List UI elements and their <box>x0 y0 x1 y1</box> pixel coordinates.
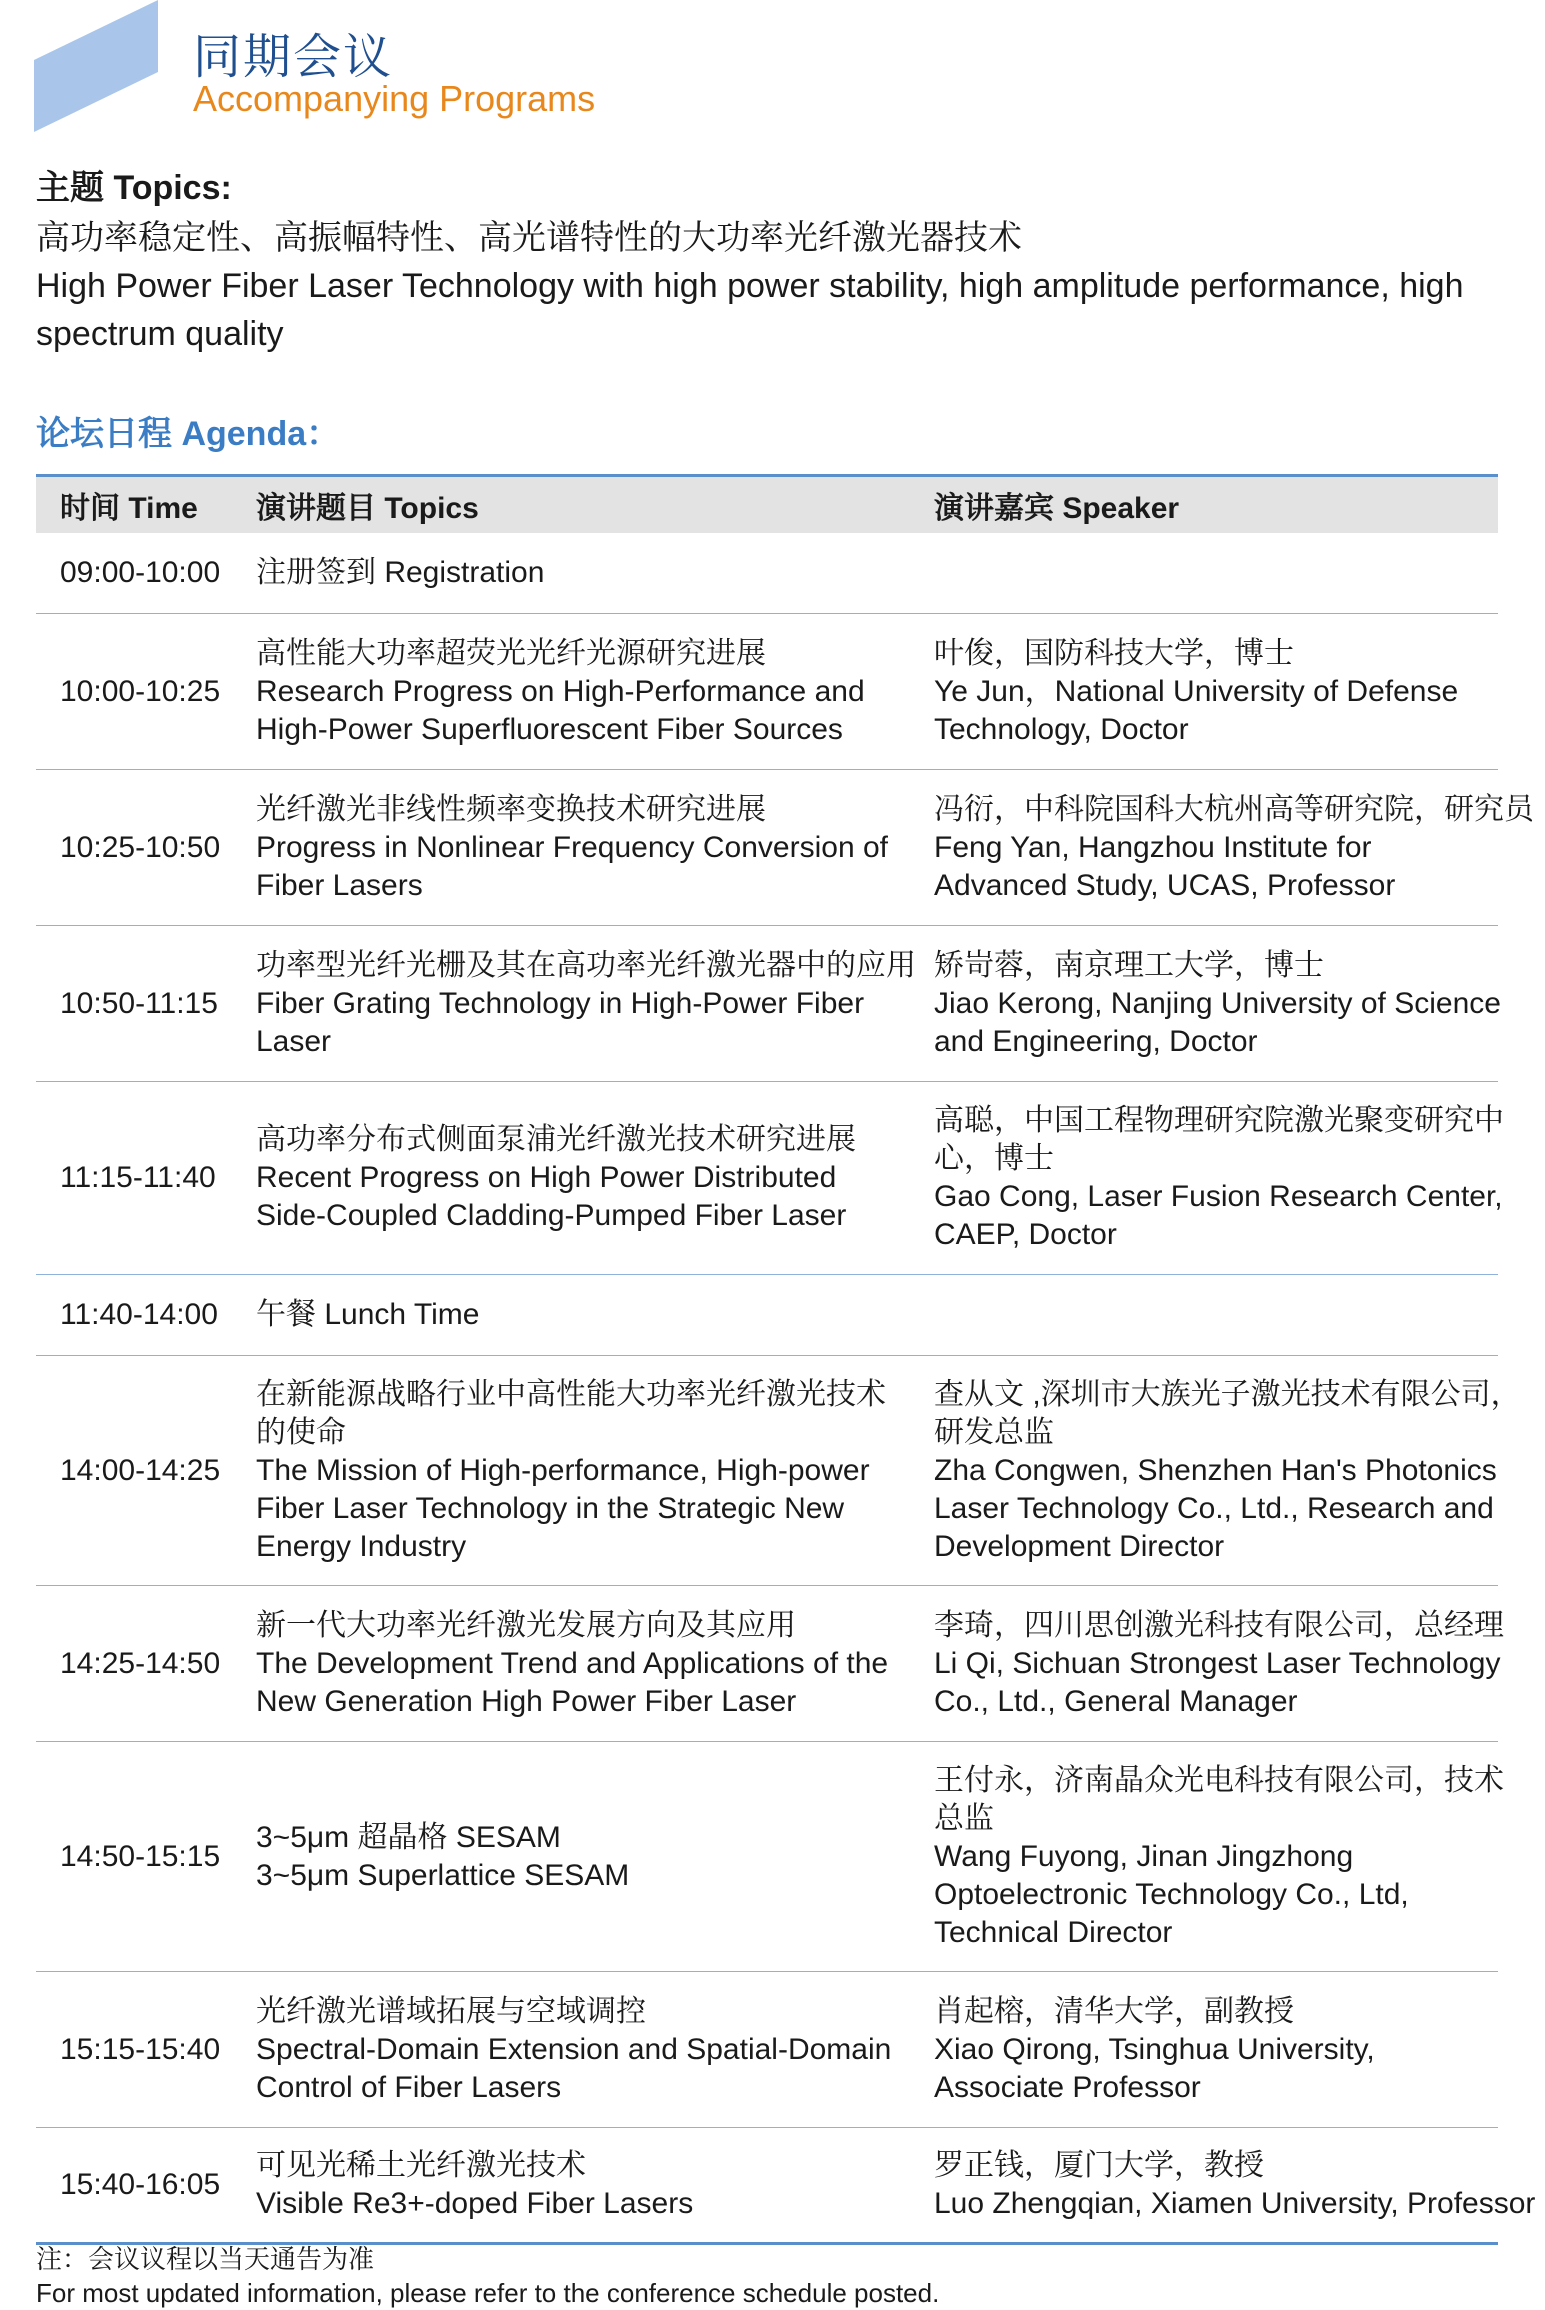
speaker-line: 王付永，济南晶众光电科技有限公司，技术 <box>934 1763 1504 1797</box>
speaker-line: Wang Fuyong, Jinan Jingzhong <box>934 1839 1354 1873</box>
column-header-speaker: 演讲嘉宾 Speaker <box>934 492 1180 525</box>
topics-section <box>36 164 1516 358</box>
table-row <box>36 769 1534 925</box>
table-row <box>36 533 1498 613</box>
speaker-line: and Engineering, Doctor <box>934 1024 1258 1058</box>
column-header-time: 时间 Time <box>60 492 198 525</box>
cell-time: 11:15-11:40 <box>60 1161 216 1194</box>
cell-speaker <box>934 2147 1537 2223</box>
speaker-line: Jiao Kerong, Nanjing University of Science <box>934 986 1501 1020</box>
table-row <box>36 925 1501 1081</box>
cell-time: 10:50-11:15 <box>60 986 218 1020</box>
topic-line: 光纤激光非线性频率变换技术研究进展 <box>256 792 766 826</box>
speaker-line: Co., Ltd., General Manager <box>934 1684 1298 1718</box>
speaker-line: Gao Cong, Laser Fusion Research Center, <box>934 1180 1503 1213</box>
topic-line: Fiber Lasers <box>256 868 423 902</box>
table-row <box>36 1355 1521 1585</box>
cell-time: 09:00-10:00 <box>60 556 221 589</box>
table-row <box>36 1081 1504 1274</box>
speaker-line: 冯衍，中科院国科大杭州高等研究院，研究员 <box>934 792 1534 826</box>
speaker-line: 心，博士 <box>934 1142 1054 1175</box>
cell-topic <box>256 635 934 749</box>
topic-line: 3~5μm 超晶格 SESAM <box>256 1820 561 1854</box>
cell-topic <box>256 947 934 1061</box>
cell-time: 10:00-10:25 <box>60 674 221 708</box>
cell-speaker <box>934 791 1536 905</box>
footnote-cn: 注：会议议程以当天通告为准 <box>36 2244 375 2274</box>
speaker-line: 总监 <box>934 1801 994 1835</box>
cell-topic <box>256 1993 934 2107</box>
speaker-line: Development Director <box>934 1529 1225 1563</box>
corner-decoration <box>34 0 158 132</box>
speaker-line: 高聪，中国工程物理研究院激光聚变研究中 <box>934 1104 1504 1137</box>
topics-text-en <box>36 262 1506 358</box>
topic-line: 的使命 <box>256 1415 346 1449</box>
topic-line: 在新能源战略行业中高性能大功率光纤激光技术 <box>256 1377 886 1411</box>
cell-speaker <box>934 635 1498 749</box>
speaker-line: Technical Director <box>934 1915 1173 1949</box>
topic-line: 午餐 Lunch Time <box>256 1298 480 1331</box>
topics-text-cn: 高功率稳定性、高振幅特性、高光谱特性的大功率光纤激光器技术 <box>36 219 1022 257</box>
page-title-en: Accompanying Programs <box>193 78 596 119</box>
speaker-line: 查从文 ,深圳市大族光子激光技术有限公司， <box>934 1377 1521 1411</box>
agenda-table <box>36 474 1536 2245</box>
topic-line: 3~5μm Superlattice SESAM <box>256 1858 630 1892</box>
cell-speaker <box>934 1993 1498 2107</box>
topic-line: 光纤激光谱域拓展与空域调控 <box>256 1994 646 2028</box>
topic-line: Research Progress on High-Performance and <box>256 674 865 708</box>
speaker-line: CAEP, Doctor <box>934 1218 1117 1251</box>
speaker-line: Optoelectronic Technology Co., Ltd, <box>934 1877 1409 1911</box>
topic-line: The Development Trend and Applications of the <box>256 1646 889 1680</box>
topic-line: Fiber Laser Technology in the Strategic New <box>256 1491 845 1525</box>
footnote <box>36 2242 939 2310</box>
speaker-line: Luo Zhengqian, Xiamen University, Professor <box>934 2187 1536 2220</box>
cell-topic <box>256 2147 934 2223</box>
cell-time: 14:00-14:25 <box>60 1453 221 1487</box>
cell-topic <box>256 554 934 592</box>
topics-text-en-line: High Power Fiber Laser Technology with high power stability, high amplitude performance, high <box>36 267 1464 305</box>
cell-time: 14:50-15:15 <box>60 1839 221 1873</box>
speaker-line: Feng Yan, Hangzhou Institute for <box>934 830 1372 864</box>
topic-line: High-Power Superfluorescent Fiber Sources <box>256 712 843 746</box>
topic-line: Fiber Grating Technology in High-Power Fiber <box>256 986 865 1020</box>
topic-line: Laser <box>256 1024 332 1058</box>
speaker-line: Zha Congwen, Shenzhen Han's Photonics <box>934 1453 1497 1487</box>
speaker-line: Advanced Study, UCAS, Professor <box>934 868 1396 902</box>
topic-line: Control of Fiber Lasers <box>256 2070 562 2104</box>
speaker-line: 叶俊，国防科技大学，博士 <box>934 636 1294 670</box>
speaker-line: Technology, Doctor <box>934 712 1189 746</box>
page-title-cn: 同期会议 <box>193 31 394 84</box>
topic-line: Recent Progress on High Power Distributed <box>256 1161 837 1194</box>
topic-line: Spectral-Domain Extension and Spatial-Domain <box>256 2032 892 2066</box>
cell-topic <box>256 1819 934 1895</box>
speaker-line: Xiao Qirong, Tsinghua University, <box>934 2032 1375 2066</box>
cell-topic <box>256 1607 934 1721</box>
cell-speaker <box>934 1762 1506 1952</box>
table-row <box>36 1971 1498 2127</box>
cell-topic <box>256 791 934 905</box>
cell-speaker <box>934 1102 1506 1254</box>
speaker-line: 罗正钱，厦门大学，教授 <box>934 2149 1264 2182</box>
table-row <box>36 613 1498 769</box>
speaker-line: 李琦，四川思创激光科技有限公司，总经理 <box>934 1608 1504 1642</box>
speaker-line: 肖起榕，清华大学，副教授 <box>934 1994 1294 2028</box>
topic-line: The Mission of High-performance, High-power <box>256 1453 870 1487</box>
cell-speaker <box>934 1376 1523 1566</box>
cell-speaker <box>934 1607 1506 1721</box>
table-header-row <box>36 477 1498 533</box>
topic-line: 新一代大功率光纤激光发展方向及其应用 <box>256 1608 796 1642</box>
cell-time: 15:15-15:40 <box>60 2032 221 2066</box>
cell-topic <box>256 1296 934 1334</box>
speaker-line: Laser Technology Co., Ltd., Research and <box>934 1491 1494 1525</box>
footnote-en: For most updated information, please refer to the conference schedule posted. <box>36 2278 940 2308</box>
topic-line: 高性能大功率超荧光光纤光源研究进展 <box>256 636 766 670</box>
topic-line: Progress in Nonlinear Frequency Conversion of <box>256 830 888 864</box>
topic-line: 高功率分布式侧面泵浦光纤激光技术研究进展 <box>256 1123 856 1156</box>
cell-time: 15:40-16:05 <box>60 2168 221 2201</box>
agenda-heading: 论坛日程 Agenda： <box>36 415 341 453</box>
topic-line: Visible Re3+-doped Fiber Lasers <box>256 2187 694 2220</box>
cell-time: 11:40-14:00 <box>60 1298 218 1331</box>
cell-time: 10:25-10:50 <box>60 830 221 864</box>
topic-line: Energy Industry <box>256 1529 467 1563</box>
topic-line: 注册签到 Registration <box>256 556 545 589</box>
speaker-line: Associate Professor <box>934 2070 1201 2104</box>
cell-topic <box>256 1121 934 1235</box>
cell-time: 14:25-14:50 <box>60 1646 221 1680</box>
topic-line: New Generation High Power Fiber Laser <box>256 1684 797 1718</box>
column-header-topic: 演讲题目 Topics <box>256 492 479 525</box>
cell-topic <box>256 1376 934 1566</box>
table-row <box>36 1274 1498 1355</box>
table-row <box>36 2127 1536 2242</box>
topics-text-en-line: spectrum quality <box>36 315 284 353</box>
speaker-line: Li Qi, Sichuan Strongest Laser Technology <box>934 1646 1501 1680</box>
topic-line: Side-Coupled Cladding-Pumped Fiber Laser <box>256 1199 847 1232</box>
topics-heading: 主题 Topics: <box>36 169 232 207</box>
topic-line: 可见光稀土光纤激光技术 <box>256 2149 586 2182</box>
table-row <box>36 1741 1504 1971</box>
topic-line: 功率型光纤光栅及其在高功率光纤激光器中的应用 <box>256 948 916 982</box>
speaker-line: 研发总监 <box>934 1415 1054 1449</box>
speaker-line: 矫岢蓉，南京理工大学，博士 <box>934 948 1324 982</box>
cell-speaker <box>934 947 1503 1061</box>
table-row <box>36 1585 1504 1741</box>
speaker-line: Ye Jun，National University of Defense <box>934 674 1459 708</box>
